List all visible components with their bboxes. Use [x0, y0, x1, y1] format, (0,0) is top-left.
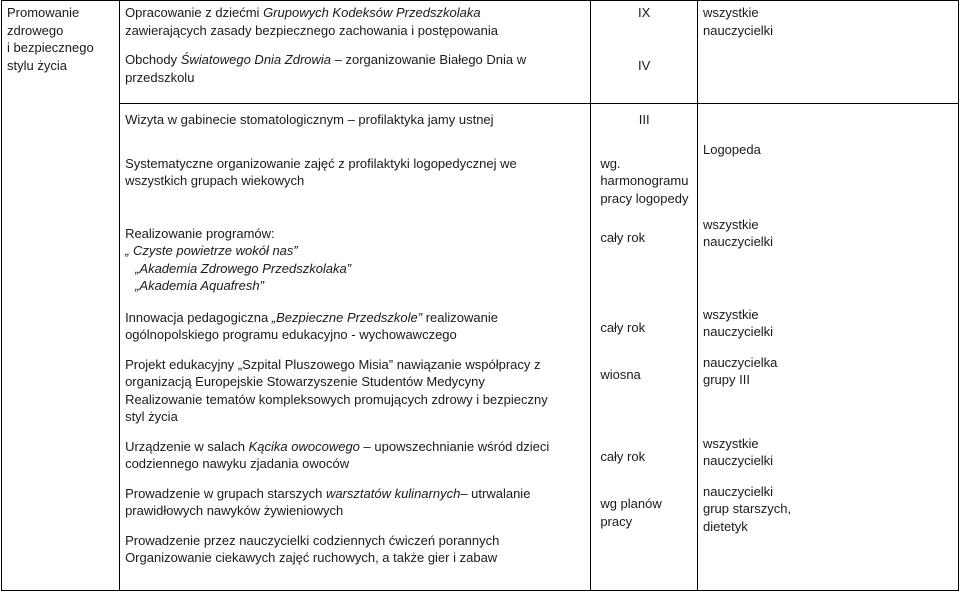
- responsible-text: nauczycielki: [702, 234, 774, 249]
- activity-text: zawierających zasady bezpiecznego zachowania i postępowania: [125, 22, 498, 38]
- timing-text: III: [638, 112, 650, 127]
- table-row: [2, 1, 959, 104]
- responsible-text: nauczycielka: [702, 354, 778, 370]
- activity-text: Obchody Światowego Dnia Zdrowia – zorganizowanie Białego Dnia w: [125, 52, 527, 67]
- activity-text: Wizyta w gabinecie stomatologicznym – profilaktyka jamy ustnej: [125, 112, 494, 127]
- activity-cell: [120, 104, 591, 591]
- timing-text: cały rok: [600, 448, 646, 464]
- activity-text: prawidłowych nawyków żywieniowych: [125, 503, 344, 518]
- activity-text: Innowacja pedagogiczna „Bezpieczne Przedszkole” realizowanie: [125, 309, 498, 325]
- activity-text: przedszkolu: [125, 69, 195, 85]
- responsible-text: nauczycielki: [702, 483, 774, 499]
- activity-text: Urządzenie w salach Kącika owocowego – upowszechnianie wśród dzieci: [125, 438, 550, 454]
- table-row: [2, 104, 959, 591]
- activity-text: ogólnopolskiego programu edukacyjno - wychowawczego: [125, 327, 457, 342]
- activity-cell: [120, 1, 591, 104]
- responsible-text: nauczycielki: [702, 324, 774, 339]
- plan-table: [1, 0, 959, 591]
- timing-text: IX: [638, 5, 651, 20]
- activity-text: Realizowanie programów:: [125, 225, 275, 241]
- responsible-text: grup starszych,: [702, 501, 792, 516]
- timing-text: cały rok: [600, 230, 646, 245]
- activity-text: „Akademia Aquafresh”: [135, 278, 264, 293]
- responsible-text: nauczycielki: [702, 453, 774, 468]
- timing-text: pracy logopedy: [600, 190, 689, 206]
- activity-text: Systematyczne organizowanie zajęć z profilaktyki logopedycznej we: [125, 155, 517, 171]
- timing-text: cały rok: [600, 319, 646, 335]
- responsible-text: grupy III: [702, 372, 750, 387]
- responsible-text: wszystkie: [702, 216, 759, 232]
- area-line: stylu życia: [7, 57, 67, 73]
- activity-text: Prowadzenie w grupach starszych warsztatów kulinarnych– utrwalanie: [125, 485, 531, 501]
- timing-cell: [591, 1, 698, 104]
- area-line: zdrowego: [7, 22, 64, 38]
- activity-text: Projekt edukacyjny „Szpital Pluszowego Misia” nawiązanie współpracy z: [125, 356, 541, 372]
- activity-text: codziennego nawyku zjadania owoców: [125, 456, 350, 471]
- activity-text: Opracowanie z dziećmi Grupowych Kodeksów Przedszkolaka: [125, 5, 481, 20]
- responsible-text: nauczycielki: [702, 22, 774, 38]
- responsible-text: wszystkie: [702, 5, 759, 20]
- area-line: Promowanie: [7, 5, 80, 20]
- timing-text: wiosna: [600, 367, 641, 382]
- responsible-text: wszystkie: [702, 306, 759, 322]
- activity-text: styl życia: [125, 409, 178, 424]
- responsible-text: Logopeda: [702, 142, 761, 157]
- activity-text: „Akademia Zdrowego Przedszkolaka”: [135, 260, 352, 276]
- timing-text: harmonogramu: [600, 173, 689, 188]
- area-line: i bezpiecznego: [7, 40, 94, 55]
- activity-text: Realizowanie tematów kompleksowych promujących zdrowy i bezpieczny: [125, 391, 548, 407]
- responsible-cell: [697, 1, 958, 104]
- area-cell: [2, 1, 120, 591]
- activity-text: Organizowanie ciekawych zajęć ruchowych, a także gier i zabaw: [125, 550, 498, 565]
- responsible-text: wszystkie: [702, 435, 759, 451]
- activity-text: Prowadzenie przez nauczycielki codziennych ćwiczeń porannych: [125, 532, 500, 548]
- activity-text: organizacją Europejskie Stowarzyszenie Studentów Medycyny: [125, 374, 485, 389]
- responsible-text: dietetyk: [702, 518, 748, 534]
- activity-text: „ Czyste powietrze wokół nas”: [125, 243, 298, 258]
- responsible-cell: [697, 104, 958, 591]
- timing-text: wg.: [600, 155, 621, 171]
- timing-text: wg planów pracy: [600, 496, 662, 529]
- timing-cell: [591, 104, 698, 591]
- activity-text: wszystkich grupach wiekowych: [125, 173, 305, 188]
- timing-text: IV: [638, 57, 651, 73]
